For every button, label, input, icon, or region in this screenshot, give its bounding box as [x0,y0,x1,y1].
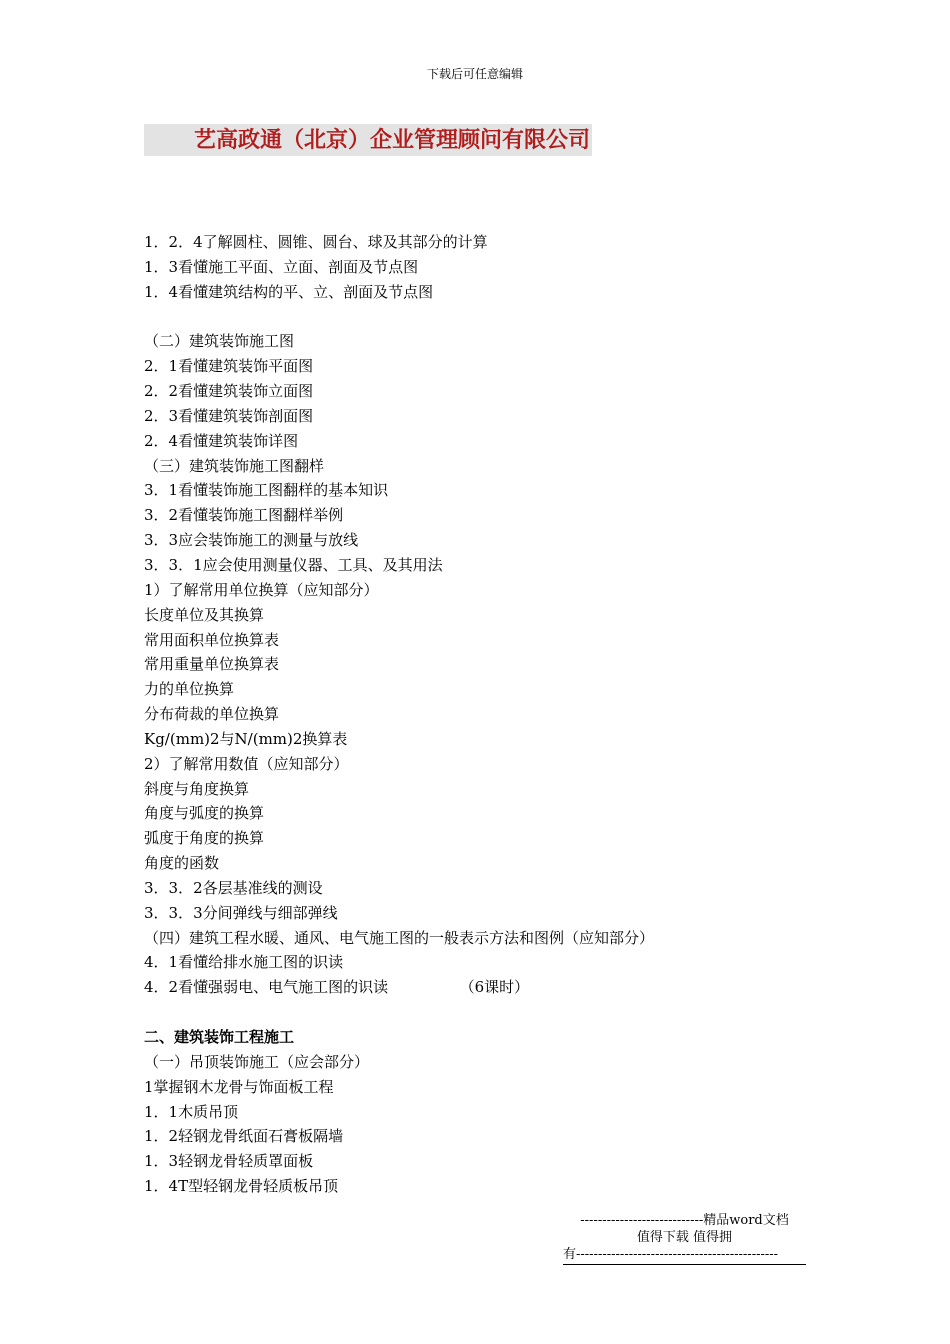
text-line: 斜度与角度换算 [144,779,250,798]
text-line: （二）建筑装饰施工图 [144,332,295,351]
text-line: （三）建筑装饰施工图翻样 [144,456,325,475]
text-line: 弧度于角度的换算 [144,829,265,848]
text-line: 1）了解常用单位换算（应知部分） [144,580,379,599]
blank-line [144,1000,784,1025]
text-line: 2．3看懂建筑装饰剖面图 [144,406,314,425]
title-block [144,124,592,156]
text-line: 1．3看懂施工平面、立面、剖面及节点图 [144,257,419,276]
text-line: Kg/(mm)2与N/(mm)2换算表 [144,729,348,748]
text-line: （四）建筑工程水暖、通风、电气施工图的一般表示方法和图例（应知部分） [144,928,655,947]
text-line: 常用面积单位换算表 [144,630,280,649]
footer-note [563,1212,806,1265]
text-line: 3．3应会装饰施工的测量与放线 [144,531,359,550]
text-line: 1．3轻钢龙骨轻质罩面板 [144,1152,314,1171]
text-line: 1掌握钢木龙骨与饰面板工程 [144,1077,334,1096]
header-note: 下载后可任意编辑 [426,67,523,81]
footer-line-1: ----------------------------精品word文档 [580,1213,789,1228]
text-line: 角度的函数 [144,854,220,873]
text-line: 4．1看懂给排水施工图的识读 [144,953,344,972]
text-line: 3．3．2各层基准线的测设 [144,878,323,897]
text-line: 2．1看懂建筑装饰平面图 [144,357,314,376]
text-line: 2．2看懂建筑装饰立面图 [144,382,314,401]
text-line: 长度单位及其换算 [144,605,265,624]
text-line: 力的单位换算 [144,680,235,699]
footer-line-2: 值得下载 值得拥 [636,1230,733,1245]
text-line: 3．1看懂装饰施工图翻样的基本知识 [144,481,389,500]
text-line: 角度与弧度的换算 [144,804,265,823]
text-line: 1．2．4了解圆柱、圆锥、圆台、球及其部分的计算 [144,233,488,251]
document-body [144,230,784,1199]
text-line: 3．3．1应会使用测量仪器、工具、及其用法 [144,555,443,574]
text-line: 分布荷裁的单位换算 [144,705,280,724]
text-line: 1．1木质吊顶 [144,1102,239,1121]
text-line: 常用重量单位换算表 [144,655,280,674]
text-line: （一）吊顶装饰施工（应会部分） [144,1052,370,1071]
text-line: 4．2看懂强弱电、电气施工图的识读 （6课时） [144,978,530,997]
text-line: 1．4看懂建筑结构的平、立、剖面及节点图 [144,282,434,301]
section-heading: 二、建筑装饰工程施工 [144,1028,295,1046]
text-line: 2）了解常用数值（应知部分） [144,754,349,773]
text-line: 1．4T型轻钢龙骨轻质板吊顶 [144,1177,339,1196]
company-title: 艺高政通（北京）企业管理顾问有限公司 [194,124,592,156]
footer-line-3: 有---------------------------------------------- [563,1246,806,1265]
blank-line [144,305,784,330]
title-highlight-pad [144,124,194,156]
text-line: 2．4看懂建筑装饰详图 [144,431,299,450]
text-line: 3．3．3分间弹线与细部弹线 [144,903,338,922]
text-line: 3．2看懂装饰施工图翻样举例 [144,506,344,525]
text-line: 1．2轻钢龙骨纸面石膏板隔墙 [144,1127,344,1146]
